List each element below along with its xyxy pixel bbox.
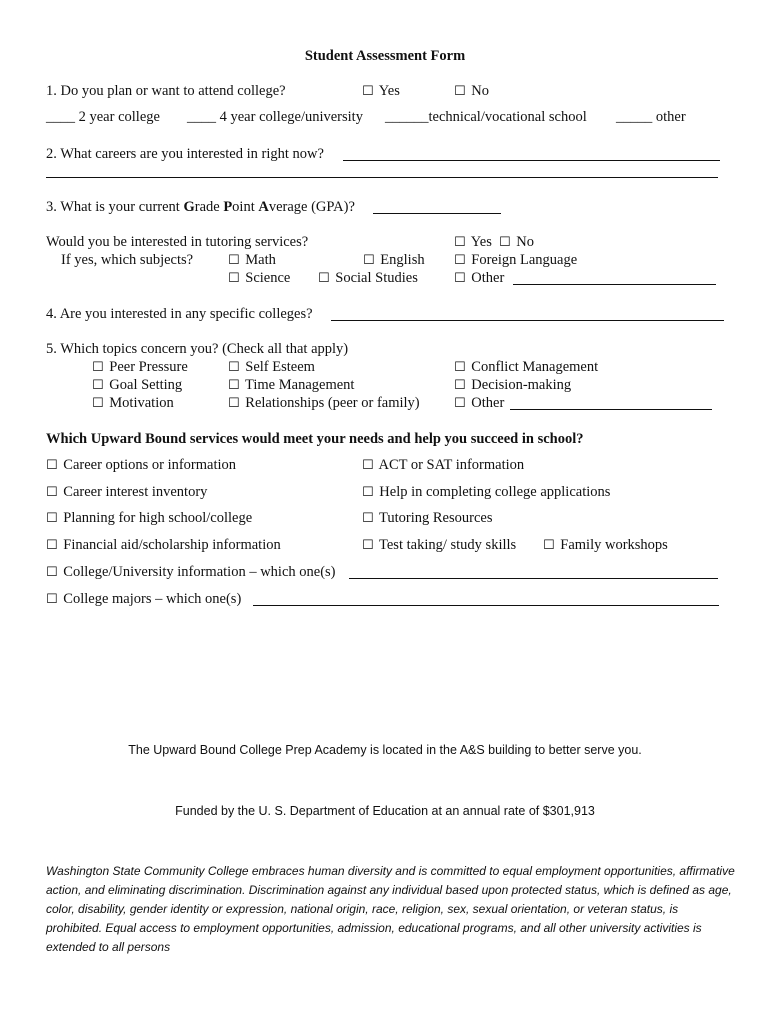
checkbox-icon[interactable]: ☐ xyxy=(543,538,555,553)
checkbox-icon[interactable]: ☐ xyxy=(318,271,330,286)
topic-decision-making-option[interactable]: ☐ Decision-making xyxy=(454,377,572,393)
college-info-line[interactable] xyxy=(349,578,718,579)
checkbox-icon[interactable]: ☐ xyxy=(454,271,466,286)
checkbox-icon[interactable]: ☐ xyxy=(499,235,511,250)
service-financial-aid[interactable]: ☐ Financial aid/scholarship information xyxy=(46,537,281,553)
tutoring-no-option[interactable]: ☐ No xyxy=(499,234,535,250)
q1-no-option[interactable] xyxy=(454,82,489,101)
topic-motivation-option[interactable]: ☐ Motivation xyxy=(92,395,174,411)
service-act-sat[interactable]: ☐ ACT or SAT information xyxy=(362,457,525,473)
subject-english-option[interactable]: ☐ English xyxy=(363,252,425,268)
topic-conflict-management-option[interactable]: ☐ Conflict Management xyxy=(454,359,599,375)
q1-option-2yr[interactable]: ____ 2 year college xyxy=(46,109,160,125)
checkbox-icon[interactable]: ☐ xyxy=(363,253,375,268)
subject-other-line[interactable] xyxy=(513,284,716,285)
topic-goal-setting-option[interactable]: ☐ Goal Setting xyxy=(92,377,183,393)
checkbox-icon[interactable]: ☐ xyxy=(362,538,374,553)
q1-yes-label: Yes xyxy=(378,83,400,99)
topic-self-esteem-option[interactable]: ☐ Self Esteem xyxy=(228,359,315,375)
service-tutoring-resources[interactable]: ☐ Tutoring Resources xyxy=(362,510,493,526)
q2-answer-line-1[interactable] xyxy=(343,160,720,161)
checkbox-icon[interactable]: ☐ xyxy=(362,458,374,473)
service-career-inventory[interactable]: ☐ Career interest inventory xyxy=(46,484,208,500)
checkbox-icon[interactable]: ☐ xyxy=(46,565,58,580)
q1-no-label: No xyxy=(471,83,490,99)
checkbox-icon[interactable]: ☐ xyxy=(46,538,58,553)
topic-time-management-option[interactable]: ☐ Time Management xyxy=(228,377,355,393)
service-family-workshops[interactable]: ☐ Family workshops xyxy=(543,537,668,553)
q3-question: 3. What is your current Grade Point Average (GPA)? xyxy=(46,199,355,215)
checkbox-icon[interactable]: ☐ xyxy=(454,253,466,268)
checkbox-icon[interactable]: ☐ xyxy=(46,458,58,473)
nondiscrimination-notice: Washington State Community College embraces human diversity and is committed to equal employment opportunities, affirmative action, and eliminating discrimination. Discrimination against any individual based upon protected status, which is defined as age, color, disability, gender identity or expression, national origin, race, religion, sex, sexual orientation, or veteran status, is prohibited. Equal access to employment opportunities, admission, educational programs, and all other university activities is extended to all persons xyxy=(46,864,735,954)
q1-option-4yr[interactable]: ____ 4 year college/university xyxy=(187,109,363,125)
service-college-apps[interactable]: ☐ Help in completing college applications xyxy=(362,484,611,500)
q1-option-tech[interactable]: ______technical/vocational school xyxy=(385,109,587,125)
checkbox-icon[interactable]: ☐ xyxy=(454,378,466,393)
q4-answer-line[interactable] xyxy=(331,320,724,321)
q3-gpa-line[interactable] xyxy=(373,213,501,214)
form-title: Student Assessment Form xyxy=(304,48,466,64)
q5-question: 5. Which topics concern you? (Check all that apply) xyxy=(46,341,349,357)
subject-other-option[interactable]: ☐ Other xyxy=(454,270,505,286)
college-majors-line[interactable] xyxy=(253,605,719,606)
subject-foreign-language-option[interactable]: ☐ Foreign Language xyxy=(454,252,578,268)
checkbox-icon[interactable]: ☐ xyxy=(454,396,466,411)
service-planning[interactable]: ☐ Planning for high school/college xyxy=(46,510,253,526)
checkbox-icon[interactable]: ☐ xyxy=(228,360,240,375)
q1-yes-option[interactable] xyxy=(362,82,400,101)
service-college-info[interactable]: ☐ College/University information – which one(s) xyxy=(46,564,336,580)
tutoring-question: Would you be interested in tutoring services? xyxy=(46,234,309,250)
q1-question: 1. Do you plan or want to attend college? xyxy=(46,83,286,99)
checkbox-icon[interactable]: ☐ xyxy=(92,396,104,411)
service-college-majors[interactable]: ☐ College majors – which one(s) xyxy=(46,591,242,607)
tutoring-subjects-label: If yes, which subjects? xyxy=(61,252,194,268)
location-text: The Upward Bound College Prep Academy is located in the A&S building to better serve you. xyxy=(128,743,642,757)
checkbox-icon[interactable]: ☐ xyxy=(228,396,240,411)
checkbox-icon[interactable]: ☐ xyxy=(362,84,374,99)
service-test-taking[interactable]: ☐ Test taking/ study skills xyxy=(362,537,517,553)
checkbox-icon[interactable]: ☐ xyxy=(454,360,466,375)
subject-science-option[interactable]: ☐ Science xyxy=(228,270,291,286)
checkbox-icon[interactable]: ☐ xyxy=(362,485,374,500)
q2-question: 2. What careers are you interested in right now? xyxy=(46,146,324,162)
checkbox-icon[interactable]: ☐ xyxy=(46,511,58,526)
service-career-options[interactable]: ☐ Career options or information xyxy=(46,457,237,473)
checkbox-icon[interactable]: ☐ xyxy=(362,511,374,526)
q4-question: 4. Are you interested in any specific colleges? xyxy=(46,306,313,322)
checkbox-icon[interactable]: ☐ xyxy=(46,485,58,500)
q2-answer-line-2[interactable] xyxy=(46,177,718,178)
subject-social-studies-option[interactable]: ☐ Social Studies xyxy=(318,270,418,286)
checkbox-icon[interactable]: ☐ xyxy=(46,592,58,607)
tutoring-yes-option[interactable]: ☐ Yes xyxy=(454,234,492,250)
subject-math-option[interactable]: ☐ Math xyxy=(228,252,276,268)
topic-other-option[interactable]: ☐ Other xyxy=(454,395,505,411)
services-heading: Which Upward Bound services would meet your needs and help you succeed in school? xyxy=(46,431,584,447)
checkbox-icon[interactable]: ☐ xyxy=(454,235,466,250)
checkbox-icon[interactable]: ☐ xyxy=(92,360,104,375)
funding-text: Funded by the U. S. Department of Education at an annual rate of $301,913 xyxy=(175,804,595,818)
q1-option-other[interactable]: _____ other xyxy=(616,109,686,125)
checkbox-icon[interactable]: ☐ xyxy=(228,378,240,393)
topic-peer-pressure-option[interactable]: ☐ Peer Pressure xyxy=(92,359,188,375)
topic-relationships-option[interactable]: ☐ Relationships (peer or family) xyxy=(228,395,420,411)
checkbox-icon[interactable]: ☐ xyxy=(92,378,104,393)
checkbox-icon[interactable]: ☐ xyxy=(228,271,240,286)
checkbox-icon[interactable]: ☐ xyxy=(228,253,240,268)
topic-other-line[interactable] xyxy=(510,409,712,410)
checkbox-icon[interactable]: ☐ xyxy=(454,84,466,99)
